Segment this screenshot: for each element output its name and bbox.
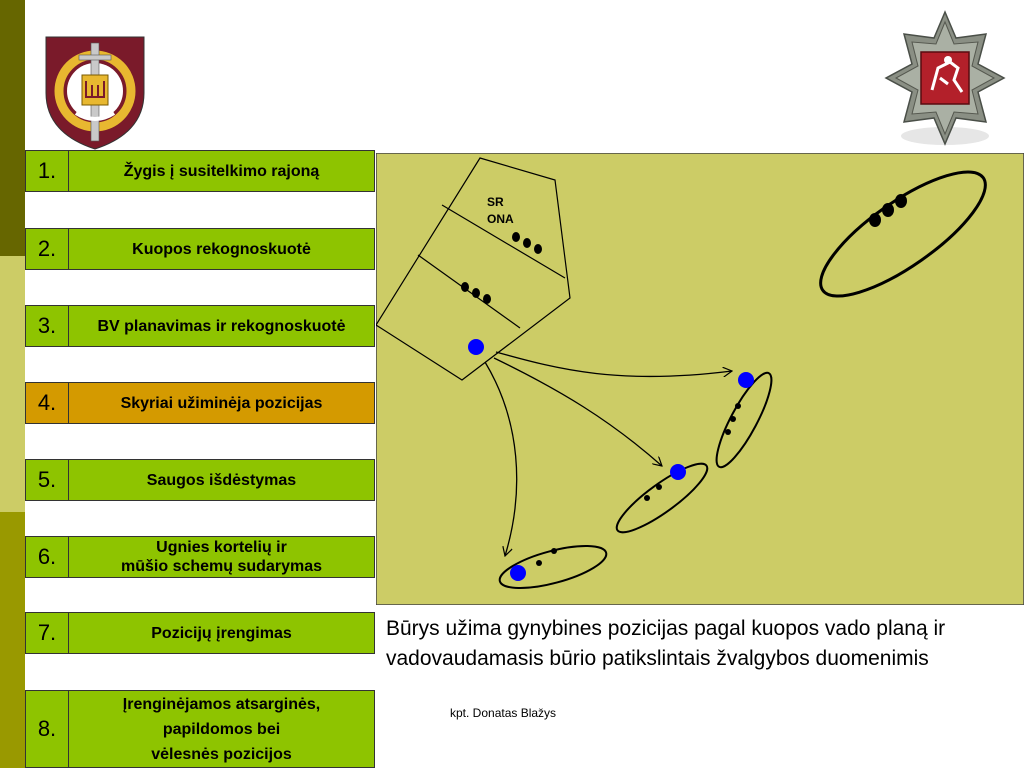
step-row-7 (25, 612, 375, 654)
diagram-caption: Būrys užima gynybines pozicijas pagal kuopos vado planą ir vadovaudamasis būrio patikslintais žvalgybos duomenimis (386, 617, 946, 670)
left-stripe-middle (0, 256, 25, 512)
step-number: 3. (26, 306, 69, 346)
step-label: BV planavimas ir rekognoskuotė (97, 317, 346, 335)
step-row-1 (25, 150, 375, 192)
step-number: 2. (26, 229, 69, 269)
step-label: Ugnies kortelių ir mūšio schemų sudarymas (121, 539, 322, 575)
area-label: ONA (487, 212, 514, 226)
author-credit: kpt. Donatas Blažys (450, 706, 557, 720)
unit-marker (738, 372, 754, 388)
step-row-8 (25, 690, 375, 768)
step-label: Kuopos rekognoskuotė (132, 240, 311, 258)
step-label: Žygis į susitelkimo rajoną (123, 162, 320, 180)
step-row-6 (25, 536, 375, 578)
step-number: 8. (26, 691, 69, 767)
left-stripe-bottom (0, 512, 25, 768)
step-label: Skyriai užiminėja pozicijas (120, 394, 323, 412)
unit-marker (670, 464, 686, 480)
left-stripe-top (0, 0, 25, 256)
step-label: Saugos išdėstymas (146, 471, 297, 489)
unit-marker (510, 565, 526, 581)
step-row-5 (25, 459, 375, 501)
lithuanian-cross-emblem (882, 8, 1008, 148)
step-number: 1. (26, 151, 69, 191)
step-row-3 (25, 305, 375, 347)
step-number: 7. (26, 613, 69, 653)
step-row-4 (25, 382, 375, 424)
step-label: Pozicijų įrengimas (151, 624, 292, 642)
tactical-diagram (376, 153, 1024, 605)
area-label: SR (487, 195, 504, 209)
step-number: 5. (26, 460, 69, 500)
step-label: Įrenginėjamos atsarginės, papildomos bei vėlesnės pozicijos (122, 695, 321, 763)
unit-marker (468, 339, 484, 355)
map-background (376, 153, 1024, 605)
step-number: 6. (26, 537, 69, 577)
military-academy-emblem (42, 33, 148, 151)
step-number: 4. (26, 383, 69, 423)
step-row-2 (25, 228, 375, 270)
